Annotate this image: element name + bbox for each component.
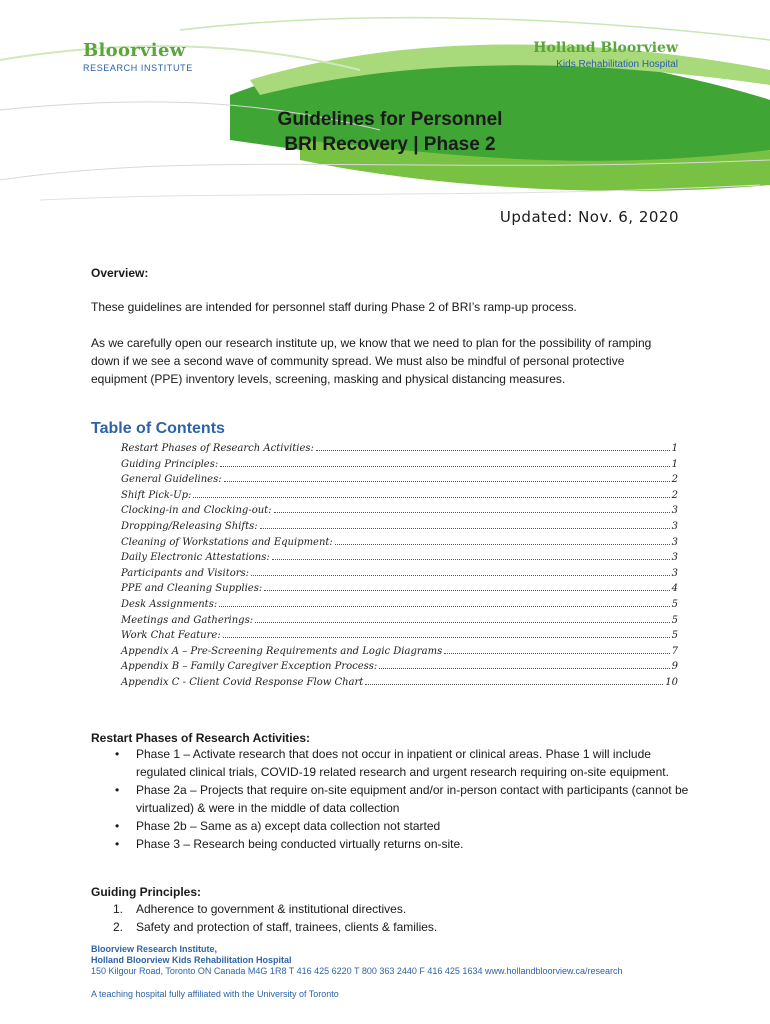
toc-entry-page: 4 (671, 583, 678, 595)
toc-entry[interactable] (121, 583, 678, 599)
holland-logo-name: Holland Bloorview (533, 40, 678, 56)
list-item-number: 2. (113, 920, 124, 934)
toc-dot-leader (335, 544, 670, 545)
toc-dot-leader (193, 497, 669, 498)
toc-entry[interactable] (121, 459, 678, 475)
bullet-icon: • (115, 837, 120, 851)
overview-paragraph-2: As we carefully open our research institute up, we know that we need to plan for the possibility of ramping down if we see a second wave of community spread. We must also be mindful of personal protective equipment (PPE) inventory levels, screening, masking and physical distancing measures. (91, 336, 652, 386)
bullet-icon: • (115, 747, 120, 761)
list-item (91, 918, 691, 936)
toc-entry[interactable] (121, 521, 678, 537)
toc-entry-title: Guiding Principles: (121, 458, 219, 470)
toc-dot-leader (223, 637, 670, 638)
toc-entry[interactable] (121, 615, 678, 631)
title-line-1: Guidelines for Personnel (277, 109, 503, 130)
toc-entry-title: Participants and Visitors: (121, 567, 250, 579)
toc-entry-page: 10 (665, 676, 678, 688)
toc-dot-leader (260, 528, 670, 529)
title-line-2: BRI Recovery | Phase 2 (284, 134, 496, 155)
toc-entry-title: Meetings and Gatherings: (121, 614, 254, 626)
toc-entry[interactable] (121, 646, 678, 662)
toc-entry[interactable] (121, 661, 678, 677)
toc-dot-leader (316, 450, 670, 451)
restart-phases-heading: Restart Phases of Research Activities: (91, 731, 310, 745)
toc-entry-page: 2 (671, 489, 678, 501)
toc-entry-page: 1 (671, 458, 678, 470)
toc-entry-title: Clocking-in and Clocking-out: (121, 505, 272, 517)
toc-entry-page: 5 (671, 630, 678, 642)
bullet-icon: • (115, 819, 120, 833)
list-item (91, 781, 691, 817)
toc-dot-leader (255, 622, 670, 623)
toc-dot-leader (272, 559, 670, 560)
toc-entry-title: PPE and Cleaning Supplies: (121, 583, 263, 595)
toc-dot-leader (251, 575, 670, 576)
toc-entry-title: Daily Electronic Attestations: (121, 552, 270, 564)
toc-dot-leader (264, 590, 669, 591)
toc-entry[interactable] (121, 474, 678, 490)
toc-entry-page: 3 (671, 520, 678, 532)
toc-entry-title: Desk Assignments: (121, 598, 218, 610)
toc-dot-leader (444, 653, 669, 654)
toc-entry-page: 7 (671, 645, 678, 657)
table-of-contents (121, 443, 678, 693)
footer-org-line-2: Holland Bloorview Kids Rehabilitation Hospital (91, 955, 292, 965)
list-item (91, 745, 691, 781)
list-item-text: Phase 2a – Projects that require on-site equipment and/or in-person contact with participants (cannot be virtualized) & were in the middle of data collection (136, 783, 689, 815)
list-item (91, 817, 691, 835)
toc-entry-title: Shift Pick-Up: (121, 489, 192, 501)
overview-heading: Overview: (91, 266, 149, 280)
bloorview-research-logo (83, 40, 193, 73)
toc-entry[interactable] (121, 568, 678, 584)
updated-date: Updated: Nov. 6, 2020 (499, 208, 679, 226)
list-item (91, 900, 691, 918)
footer-affiliation: A teaching hospital fully affiliated with the University of Toronto (91, 989, 339, 999)
list-item-text: Phase 1 – Activate research that does not occur in inpatient or clinical areas. Phase 1 will include regulated clinical trials, COVID-19 related research and urgent research requiring on-site equipment. (136, 747, 669, 779)
toc-entry[interactable] (121, 443, 678, 459)
list-item-text: Phase 3 – Research being conducted virtually returns on-site. (136, 837, 464, 851)
toc-entry-page: 2 (671, 474, 678, 486)
toc-entry[interactable] (121, 599, 678, 615)
list-item-text: Phase 2b – Same as a) except data collection not started (136, 819, 441, 833)
restart-phases-list (91, 745, 691, 853)
toc-entry-title: Work Chat Feature: (121, 630, 221, 642)
toc-entry[interactable] (121, 490, 678, 506)
toc-dot-leader (220, 466, 669, 467)
toc-entry[interactable] (121, 537, 678, 553)
toc-entry[interactable] (121, 552, 678, 568)
list-item-text: Safety and protection of staff, trainees, clients & families. (136, 920, 438, 934)
toc-dot-leader (379, 668, 669, 669)
footer-org-line-1: Bloorview Research Institute, (91, 944, 218, 954)
page-footer (91, 944, 623, 1000)
holland-logo-subtitle: Kids Rehabilitation Hospital (556, 59, 678, 70)
document-title (150, 107, 630, 157)
toc-entry[interactable] (121, 630, 678, 646)
toc-entry-page: 3 (671, 567, 678, 579)
toc-dot-leader (224, 481, 670, 482)
holland-bloorview-logo (533, 40, 678, 70)
toc-dot-leader (219, 606, 669, 607)
toc-entry-page: 9 (671, 661, 678, 673)
toc-entry-title: General Guidelines: (121, 474, 222, 486)
toc-entry-title: Appendix A – Pre-Screening Requirements and Logic Diagrams (121, 645, 443, 657)
toc-entry-page: 3 (671, 536, 678, 548)
toc-entry-title: Appendix C - Client Covid Response Flow Chart (121, 676, 364, 688)
toc-entry-title: Appendix B – Family Caregiver Exception Process: (121, 661, 378, 673)
list-item (91, 835, 691, 853)
bloorview-logo-subtitle: RESEARCH INSTITUTE (83, 63, 193, 73)
toc-entry-page: 1 (671, 443, 678, 454)
footer-contact: 150 Kilgour Road, Toronto ON Canada M4G 1R8 T 416 425 6220 T 800 363 2440 F 416 425 1634 www.hollandbloorview.ca/research (91, 966, 623, 976)
toc-entry-page: 5 (671, 598, 678, 610)
toc-entry-page: 3 (671, 505, 678, 517)
list-item-text: Adherence to government & institutional directives. (136, 902, 407, 916)
toc-entry[interactable] (121, 505, 678, 521)
toc-entry-page: 5 (671, 614, 678, 626)
toc-entry-page: 3 (671, 552, 678, 564)
toc-entry-title: Dropping/Releasing Shifts: (121, 520, 258, 532)
guiding-principles-list (91, 900, 691, 936)
toc-dot-leader (365, 684, 663, 685)
toc-entry-title: Cleaning of Workstations and Equipment: (121, 536, 333, 548)
bloorview-logo-name: Bloorview (83, 40, 186, 61)
toc-entry[interactable] (121, 677, 678, 693)
list-item-number: 1. (113, 902, 124, 916)
overview-paragraph-1: These guidelines are intended for personnel staff during Phase 2 of BRI’s ramp-up process. (91, 300, 577, 314)
toc-entry-title: Restart Phases of Research Activities: (121, 443, 314, 454)
guiding-principles-heading: Guiding Principles: (91, 885, 202, 899)
toc-heading: Table of Contents (91, 420, 225, 437)
toc-dot-leader (274, 512, 670, 513)
bullet-icon: • (115, 783, 120, 797)
